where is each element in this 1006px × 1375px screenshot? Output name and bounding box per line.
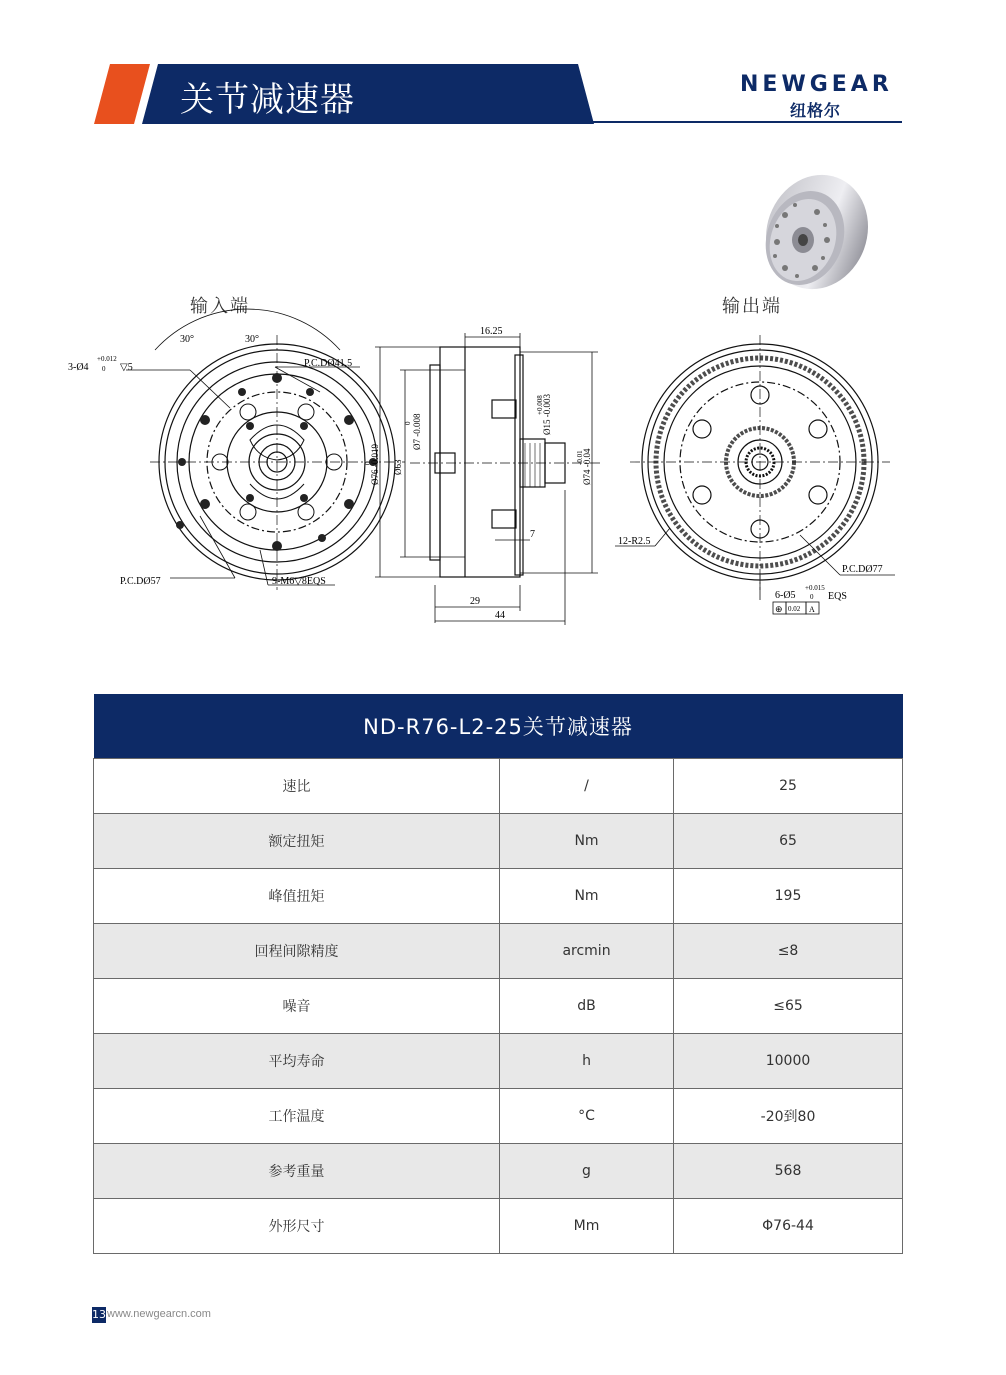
table-row [94, 1089, 903, 1144]
footer-url[interactable]: www.newgearcn.com [107, 1308, 211, 1320]
input-holes: 3-Ø4 [68, 362, 89, 373]
input-pcd-outer: P.C.DØ57 [120, 576, 161, 587]
product-photo [755, 170, 870, 295]
row-value: 25 [674, 759, 903, 814]
input-angle2: 30° [245, 334, 259, 345]
table-row [94, 979, 903, 1034]
side-w29: 29 [470, 596, 480, 607]
row-unit: °C [500, 1089, 674, 1144]
row-unit: g [500, 1144, 674, 1199]
row-name: 噪音 [94, 979, 500, 1034]
row-value: Φ76-44 [674, 1199, 903, 1254]
table-row [94, 1199, 903, 1254]
input-threads: 9-M6▽8EQS [272, 576, 326, 587]
page-title: 关节减速器 [180, 80, 355, 120]
side-d74: Ø74 -0.04 [582, 448, 592, 485]
row-value: 10000 [674, 1034, 903, 1089]
output-pcd: P.C.DØ77 [842, 564, 883, 575]
row-unit: h [500, 1034, 674, 1089]
side-w44: 44 [495, 610, 505, 621]
row-unit: Nm [500, 814, 674, 869]
side-d63: Ø63 [393, 459, 403, 475]
row-name: 平均寿命 [94, 1034, 500, 1089]
brand-logo-en: NEWGEAR [740, 72, 893, 97]
side-d7-up: 0 [404, 421, 412, 425]
brand-logo-cn: 纽格尔 [790, 101, 842, 120]
row-value: -20到80 [674, 1089, 903, 1144]
output-tol-value: 0.02 [788, 605, 801, 613]
row-value: ≤8 [674, 924, 903, 979]
side-w7: 7 [530, 529, 535, 540]
row-unit: Nm [500, 869, 674, 924]
side-d76-up: 0 [364, 461, 372, 465]
side-d76: Ø76 -0.019 [370, 444, 380, 485]
row-value: 568 [674, 1144, 903, 1199]
row-unit: / [500, 759, 674, 814]
row-unit: Mm [500, 1199, 674, 1254]
row-name: 工作温度 [94, 1089, 500, 1144]
side-d15: Ø15 -0.003 [542, 394, 552, 435]
page-number: 13 [92, 1308, 106, 1321]
table-row [94, 1144, 903, 1199]
row-value: 65 [674, 814, 903, 869]
input-end-label: 输入端 [190, 296, 250, 317]
input-holes-tol-low: 0 [102, 365, 106, 373]
header-orange-stripe [94, 64, 150, 124]
row-name: 回程间隙精度 [94, 924, 500, 979]
side-d74-up: -0.01 [576, 450, 584, 465]
output-tol-datum: A [809, 605, 815, 614]
row-name: 参考重量 [94, 1144, 500, 1199]
input-pcd-inner: P.C.DØ41.5 [304, 358, 353, 369]
side-w1: 16.25 [480, 326, 503, 337]
row-unit: arcmin [500, 924, 674, 979]
input-holes-tol-up: +0.012 [97, 355, 117, 363]
row-name: 额定扭矩 [94, 814, 500, 869]
header-banner [0, 0, 1006, 130]
row-value: 195 [674, 869, 903, 924]
table-row [94, 924, 903, 979]
row-name: 外形尺寸 [94, 1199, 500, 1254]
output-holes-tol-low: 0 [810, 593, 814, 601]
side-d15-up: +0.008 [536, 395, 544, 415]
table-row [94, 814, 903, 869]
row-name: 峰值扭矩 [94, 869, 500, 924]
input-angle1: 30° [180, 334, 194, 345]
input-end-drawing [60, 320, 370, 600]
output-holes-tol-up: +0.015 [805, 584, 825, 592]
output-eqs: EQS [828, 591, 847, 602]
table-row [94, 759, 903, 814]
input-holes-depth: ▽5 [120, 362, 133, 373]
side-section-drawing [364, 325, 610, 625]
table-row [94, 1034, 903, 1089]
row-unit: dB [500, 979, 674, 1034]
row-name: 速比 [94, 759, 500, 814]
header-rule [580, 121, 902, 123]
output-end-label: 输出端 [722, 296, 782, 317]
table-row [94, 869, 903, 924]
output-radius: 12-R2.5 [618, 536, 651, 547]
table-title: ND-R76-L2-25关节减速器 [94, 694, 903, 759]
output-end-drawing [610, 330, 910, 620]
output-tol-symbol: ⊕ [775, 604, 783, 614]
row-value: ≤65 [674, 979, 903, 1034]
side-d7: Ø7 -0.008 [412, 413, 422, 450]
output-holes: 6-Ø5 [775, 590, 796, 601]
spec-table [93, 694, 903, 1254]
